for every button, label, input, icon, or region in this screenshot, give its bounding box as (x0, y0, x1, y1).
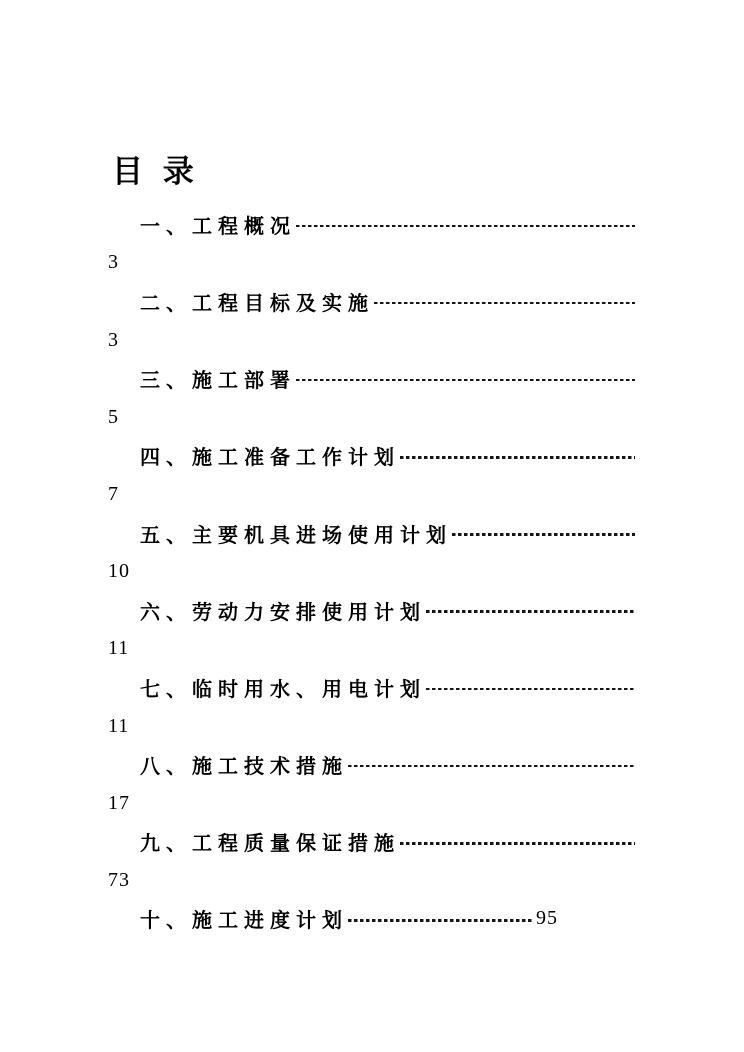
toc-entry-label: 一、工程概况 (140, 215, 296, 238)
toc-page-row (108, 321, 635, 360)
dash-leader (426, 688, 635, 691)
dash-leader (452, 533, 635, 536)
dash-leader (348, 919, 534, 922)
toc-page-number: 73 (108, 868, 130, 891)
toc-page-number: 3 (108, 328, 119, 351)
dash-leader (400, 842, 635, 845)
dash-leader (426, 610, 635, 613)
toc-page-number: 5 (108, 405, 119, 428)
toc-entry-label: 八、施工技术措施 (140, 756, 348, 779)
toc-entry-label: 四、施工准备工作计划 (140, 447, 400, 470)
toc-page-row (108, 861, 635, 900)
toc-page-row (108, 475, 635, 514)
toc-page-row (108, 398, 635, 437)
toc-page-number: 11 (108, 714, 130, 737)
toc-page-number: 17 (108, 791, 130, 814)
toc-entry-label: 九、工程质量保证措施 (140, 833, 400, 856)
dash-leader (374, 302, 635, 305)
toc-page-number: 11 (108, 637, 130, 660)
dash-leader (400, 456, 635, 459)
toc-entry-row (108, 900, 635, 939)
toc-page-number: 3 (108, 251, 119, 274)
toc-entry-label: 十、施工进度计划 (140, 910, 348, 933)
toc-entry-row (108, 514, 635, 553)
dash-leader (296, 225, 635, 228)
toc-entry-row (108, 205, 635, 244)
toc-entry-label: 二、工程目标及实施 (140, 292, 374, 315)
toc-entry-row (108, 437, 635, 476)
toc-entry-label: 七、临时用水、用电计划 (140, 678, 426, 701)
toc-title: 目 录 (112, 154, 200, 189)
toc-entry-row (108, 823, 635, 862)
toc-entry-row (108, 591, 635, 630)
toc-page-row (108, 784, 635, 823)
toc-page-row (108, 244, 635, 283)
toc-entry-row (108, 282, 635, 321)
toc-entry-label: 六、劳动力安排使用计划 (140, 601, 426, 624)
toc-entry-row (108, 745, 635, 784)
toc-entry-row (108, 359, 635, 398)
toc-page-row (108, 707, 635, 746)
toc-page-number: 10 (108, 560, 130, 583)
toc-page-number: 7 (108, 482, 119, 505)
toc-page-number: 95 (536, 907, 558, 930)
dash-leader (348, 765, 635, 768)
toc-page-row (108, 552, 635, 591)
toc-entry-label: 五、主要机具进场使用计划 (140, 524, 452, 547)
toc-entry-row (108, 668, 635, 707)
toc-entry-label: 三、施工部署 (140, 370, 296, 393)
dash-leader (296, 379, 635, 382)
toc-page-row (108, 630, 635, 669)
